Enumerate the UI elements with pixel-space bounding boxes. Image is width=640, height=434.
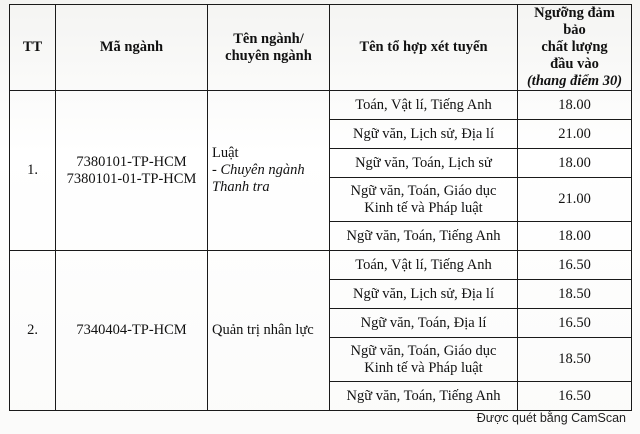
specialization-line2: Thanh tra	[212, 179, 270, 195]
combo-name: Ngữ văn, Lịch sử, Địa lí	[330, 120, 518, 149]
combo-name: Ngữ văn, Toán, Lịch sử	[330, 149, 518, 178]
combo-name: Ngữ văn, Lịch sử, Địa lí	[330, 280, 518, 309]
threshold-score: 18.00	[518, 91, 632, 120]
header-row	[10, 5, 632, 91]
threshold-score: 18.50	[518, 280, 632, 309]
major-name-cell	[208, 91, 330, 251]
header-threshold-line1: Ngưỡng đảm bảo	[534, 5, 615, 38]
major-code: 7340404-TP-HCM	[76, 322, 187, 338]
header-threshold-line3: đầu vào	[550, 56, 599, 72]
threshold-score: 18.00	[518, 149, 632, 178]
header-threshold-scale: (thang điểm 30)	[526, 73, 623, 89]
header-major-line2: chuyên ngành	[225, 47, 312, 64]
combo-name-line2: Kinh tế và Pháp luật	[364, 199, 483, 216]
combo-name	[330, 178, 518, 222]
combo-name: Ngữ văn, Toán, Tiếng Anh	[330, 382, 518, 411]
row-number: 1.	[10, 91, 56, 251]
specialization-line1: - Chuyên ngành	[212, 162, 305, 178]
major-codes	[56, 251, 208, 411]
combo-name: Toán, Vật lí, Tiếng Anh	[330, 251, 518, 280]
table-row	[10, 91, 632, 120]
header-threshold-line2: chất lượng	[541, 39, 608, 55]
combo-name: Ngữ văn, Toán, Tiếng Anh	[330, 222, 518, 251]
combo-name: Ngữ văn, Toán, Địa lí	[330, 309, 518, 338]
threshold-score: 16.50	[518, 382, 632, 411]
major-codes	[56, 91, 208, 251]
header-threshold	[518, 5, 632, 91]
major-code: 7380101-TP-HCM	[76, 153, 187, 170]
header-combo: Tên tổ hợp xét tuyển	[330, 5, 518, 91]
threshold-score: 21.00	[518, 120, 632, 149]
header-tt: TT	[10, 5, 56, 91]
threshold-score: 18.50	[518, 338, 632, 382]
header-code: Mã ngành	[56, 5, 208, 91]
threshold-score: 16.50	[518, 251, 632, 280]
table-row	[10, 251, 632, 280]
major-code: 7380101-01-TP-HCM	[66, 170, 197, 187]
combo-name-line1: Ngữ văn, Toán, Giáo dục	[350, 342, 497, 359]
combo-name: Toán, Vật lí, Tiếng Anh	[330, 91, 518, 120]
combo-name-line2: Kinh tế và Pháp luật	[364, 359, 483, 376]
major-name: Quản trị nhân lực	[208, 251, 330, 411]
major-name: Luật	[212, 145, 239, 161]
admissions-table	[9, 4, 632, 411]
camscanner-watermark: Được quét bằng CamScan	[476, 411, 626, 425]
threshold-score: 21.00	[518, 178, 632, 222]
header-major-line1: Tên ngành/	[233, 30, 304, 47]
combo-name-line1: Ngữ văn, Toán, Giáo dục	[350, 182, 497, 199]
row-number: 2.	[10, 251, 56, 411]
threshold-score: 16.50	[518, 309, 632, 338]
header-major	[208, 5, 330, 91]
threshold-score: 18.00	[518, 222, 632, 251]
combo-name	[330, 338, 518, 382]
